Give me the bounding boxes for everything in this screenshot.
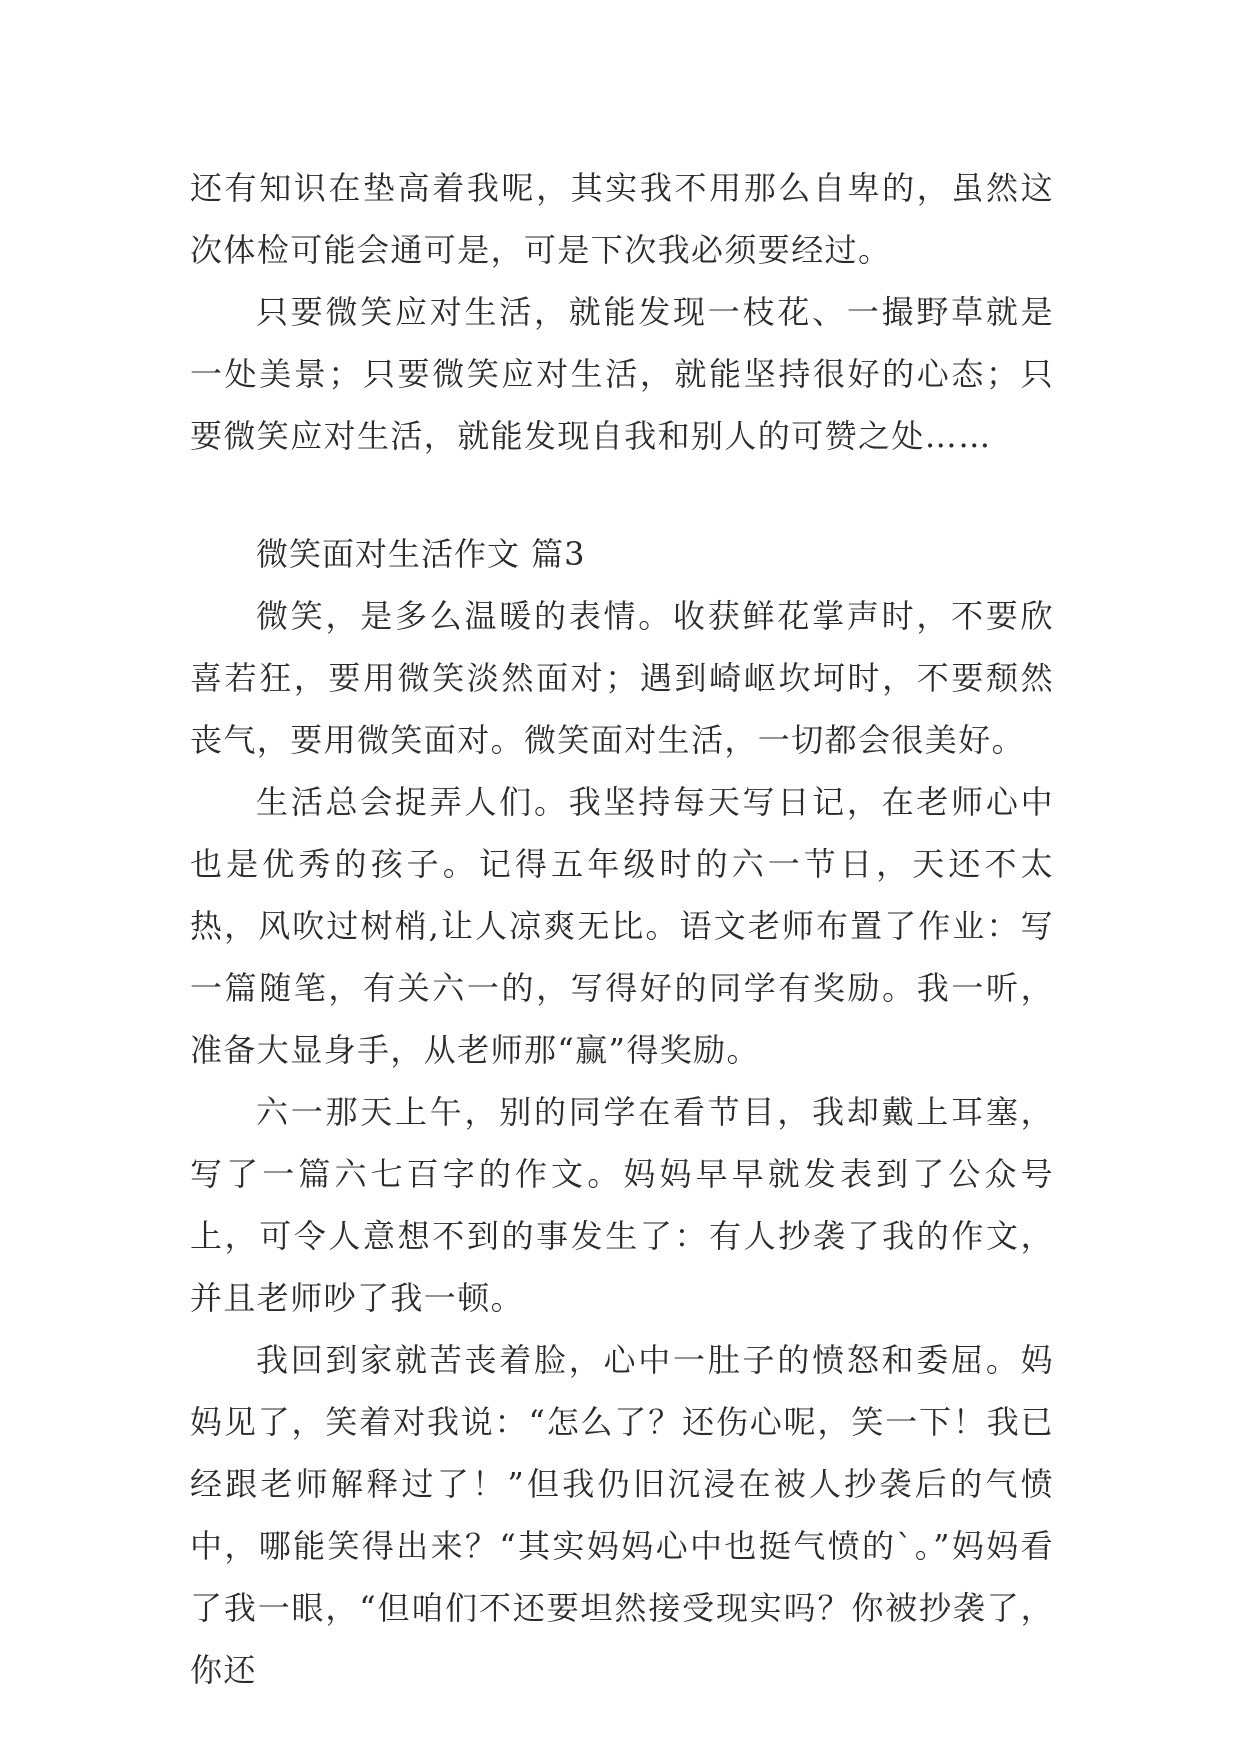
section-paragraph-3: 六一那天上午，别的同学在看节目，我却戴上耳塞，写了一篇六七百字的作文。妈妈早早就发表到了公众号上，可令人意想不到的事发生了：有人抄袭了我的作文，并且老师吵了我一顿。 (190, 1093, 1054, 1317)
paragraph-smile-summary: 只要微笑应对生活，就能发现一枝花、一撮野草就是一处美景；只要微笑应对生活，就能坚持很好的心态；只要微笑应对生活，就能发现自我和别人的可赞之处…… (190, 293, 1054, 455)
section-paragraph-4: 我回到家就苦丧着脸，心中一肚子的愤怒和委屈。妈妈见了，笑着对我说：“怎么了？还伤心呢，笑一下！我已经跟老师解释过了！”但我仍旧沉浸在被人抄袭后的气愤中，哪能笑得出来？“其实妈妈心中也挺气愤的`。”妈妈看了我一眼，“但咱们不还要坦然接受现实吗？你被抄袭了，你还 (190, 1341, 1054, 1689)
section-paragraph-1: 微笑，是多么温暖的表情。收获鲜花掌声时，不要欣喜若狂，要用微笑淡然面对；遇到崎岖坎坷时，不要颓然丧气，要用微笑面对。微笑面对生活，一切都会很美好。 (190, 597, 1054, 759)
paragraph-continued: 还有知识在垫高着我呢，其实我不用那么自卑的，虽然这次体检可能会通可是，可是下次我必须要经过。 (190, 169, 1054, 269)
section-paragraph-2: 生活总会捉弄人们。我坚持每天写日记，在老师心中也是优秀的孩子。记得五年级时的六一节日，天还不太热，风吹过树梢,让人凉爽无比。语文老师布置了作业：写一篇随笔，有关六一的，写得好的同学有奖励。我一听，准备大显身手，从老师那“赢”得奖励。 (190, 783, 1054, 1069)
document-body (190, 157, 1054, 1701)
section-heading: 微笑面对生活作文 篇3 (256, 535, 586, 573)
